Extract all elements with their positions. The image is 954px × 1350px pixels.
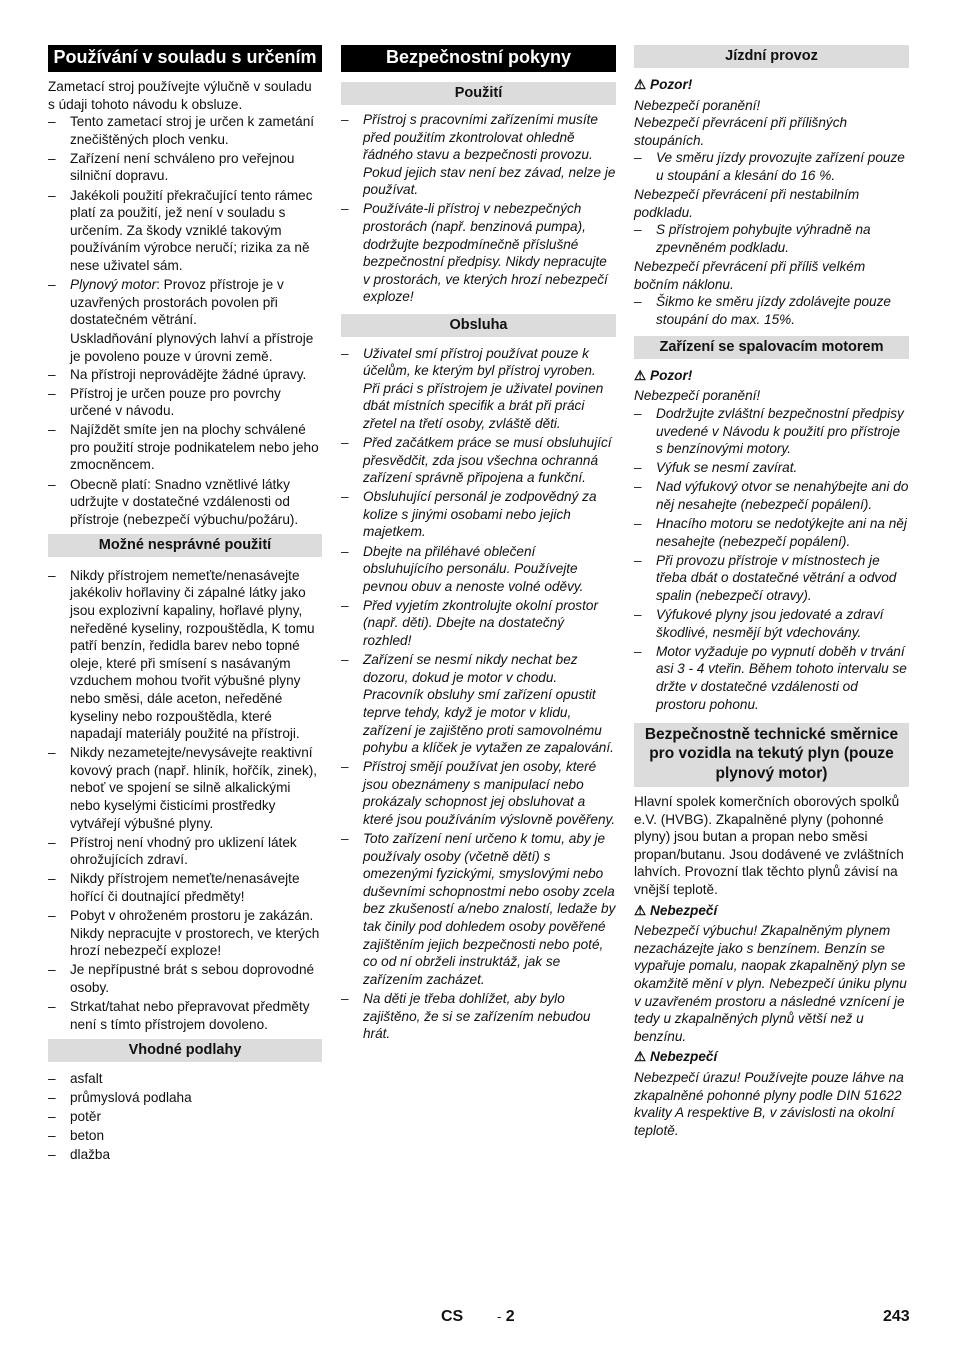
list-item: – Motor vyžaduje po vypnutí doběh v trvání asi 3 - 4 vteřin. Během tohoto intervalu se držte v dostatečné vzdálenosti od prostoru pohonu. — [634, 643, 907, 712]
list-item: – Zařízení není schváleno pro veřejnou silniční dopravu. — [48, 150, 295, 184]
subsection-title-floors: Vhodné podlahy — [48, 1039, 322, 1062]
list-item: – Nikdy přístrojem nemeťte/nenasávejte hořící či doutnající předměty! — [48, 871, 300, 905]
warning-triangle-icon: ⚠ — [634, 902, 647, 918]
subsection-title-misuse: Možné nesprávné použití — [48, 534, 322, 557]
storage-note: Uskladňování plynových lahví a přístroje je povoleno pouze v úrovni země. — [70, 331, 314, 364]
list-item: – Pobyt v ohroženém prostoru je zakázán. Nikdy nepracujte v prostorech, ve kterých hrozí nebezpečí exploze! — [48, 908, 320, 959]
list-item: – Uživatel smí přístroj používat pouze k účelům, ke kterým byl přístroj vyroben. Při práci s přístrojem je uživatel povinen dbát místních specifik a brát při práci zřetel na třetí osoby, zvláště děti. — [341, 345, 604, 431]
list-item: – Výfukové plyny jsou jedovaté a zdraví škodlivé, nesmějí být vdechovány. — [634, 607, 884, 640]
tip-text: Nebezpečí převrácení při příliš velkém bočním náklonu. — [634, 258, 866, 292]
column-2 — [341, 45, 616, 1044]
list-item: – Nad výfukový otvor se nenahýbejte ani do něj nesahejte (nebezpečí popálení). — [634, 479, 909, 512]
list-item: – Plynový motor: Provoz přístroje je v uzavřených prostorách povolen při dostatečném větrání. — [48, 277, 284, 328]
warning-triangle-icon: ⚠ — [634, 1049, 647, 1065]
section-title-intended-use: Používání v souladu s určením — [48, 45, 322, 72]
list-item: – Výfuk se nesmí zavírat. — [634, 460, 798, 476]
tip-list — [634, 149, 909, 184]
list-item: – Přístroj je určen pouze pro povrchy určené v návodu. — [48, 385, 281, 419]
list-item: – Jakékoli použití překračující tento rámec platí za použití, jež není v souladu s určením. Za škody vzniklé takovým používáním výrobce neručí; rizika za ně nese uživatel sám. — [48, 187, 313, 273]
list-item: – Strkat/tahat nebo přepravovat předměty není s tímto přístrojem dovoleno. — [48, 999, 310, 1032]
list-item: – Obecně platí: Snadno vznětlivé látky udržujte v dostatečné vzdálenosti od přístroje (nebezpečí výbuchu/požáru). — [48, 476, 299, 527]
column-3 — [634, 45, 909, 1139]
list-item: – asfalt — [48, 1070, 103, 1086]
list-item: – Hnacího motoru se nedotýkejte ani na něj nesahejte (nebezpečí popálení). — [634, 516, 907, 549]
list-item: – Tento zametací stroj je určen k zametání znečištěných ploch venku. — [48, 114, 315, 147]
intended-use-list-2 — [48, 366, 322, 529]
list-item: – Nikdy přístrojem nemeťte/nenasávejte jakékoliv hořlaviny či zápalné látky jako jsou explozivní kapaliny, hořlavé plyny, neředěné kyseliny, rozpouštědla, K tomu patří benzín, ředidla barev nebo topné oleje, které při smísení s nasávaným vzduchem mohou tvořit výbušné plyny nebo směsi, dále aceton, neředěné kyseliny nebo rozpouštědla, které napadají materiály použité na přístroji. — [48, 567, 315, 742]
list-item: – Přístroj smějí používat jen osoby, které jsou obeznámeny s manipulací nebo prokázaly schopnost jej obsluhovat a které jsou používáním výslovně pověřeny. — [341, 759, 616, 827]
list-item: – Před vyjetím zkontrolujte okolní prostor (např. děti). Dbejte na dostatečný rozhled! — [341, 597, 598, 649]
tip-list — [634, 221, 909, 256]
list-item: – Je nepřípustné brát s sebou doprovodné osoby. — [48, 962, 315, 995]
danger-text: Nebezpečí úrazu! Používejte pouze láhve na zkapalněné pohonné plyny podle DIN 51622 kvality A respektive B, v závislosti na okolní teplotě. — [634, 1070, 904, 1138]
tip-text: Nebezpečí převrácení při přílišných stoupáních. — [634, 115, 848, 148]
list-item: – Ve směru jízdy provozujte zařízení pouze u stoupání a klesání do 16 %. — [634, 150, 905, 183]
list-item: – Při provozu přístroje v místnostech je třeba dbát o dostatečné větrání a odvod spalin (nebezpečí otravy). — [634, 552, 897, 603]
warning-triangle-icon: ⚠ — [634, 77, 647, 92]
footer-page-number: 243 — [883, 1308, 910, 1325]
subsection-title-engine: Zařízení se spalovacím motorem — [634, 336, 909, 359]
subsection-title-driving: Jízdní provoz — [634, 45, 909, 68]
list-item: – S přístrojem pohybujte výhradně na zpevněném podkladu. — [634, 222, 871, 255]
list-item: – beton — [48, 1128, 105, 1144]
list-item: – Najíždět smíte jen na plochy schválené pro použití stroje podnikatelem nebo jeho zmocněncem. — [48, 422, 319, 473]
tip-list — [634, 293, 909, 328]
use-list — [341, 111, 616, 306]
operation-list — [341, 345, 616, 1043]
warning-triangle-icon: ⚠ — [634, 367, 647, 383]
list-item: – Přístroj s pracovními zařízeními musíte před použitím zkontrolovat ohledně řádného stavu a bezpečnosti provozu. Pokud jejich stav není bez závad, nelze je používat. — [341, 112, 616, 198]
list-item: – potěr — [48, 1108, 101, 1124]
section-title-safety: Bezpečnostní pokyny — [341, 45, 616, 72]
list-item: – Nikdy nezametejte/nevysávejte reaktivní kovový prach (např. hliník, hořčík, zinek), neboť ve spojení se silně alkalickými nebo kyselými čisticími prostředky vytvářejí výbušné plyny. — [48, 745, 318, 831]
list-item: – Dodržujte zvláštní bezpečnostní předpisy uvedené v Návodu k použití pro přístroje s benzínovými motory. — [634, 406, 904, 457]
injury-text: Nebezpečí poranění! — [634, 97, 761, 113]
footer-language: CS — [441, 1308, 464, 1325]
danger-label: ⚠ Nebezpečí — [634, 902, 718, 918]
gas-engine-label: Plynový motor — [70, 277, 157, 293]
list-item: – Na přístroji neprovádějte žádné úpravy. — [48, 366, 307, 382]
list-item: – Dbejte na přiléhavé oblečení obsluhujícího personálu. Používejte pevnou obuv a nenoste volné oděvy. — [341, 543, 584, 594]
list-item: – Šikmo ke směru jízdy zdolávejte pouze stoupání do max. 15%. — [634, 294, 891, 327]
subsection-title-operation: Obsluha — [341, 314, 616, 337]
subsection-title-lpg: Bezpečnostně technické směrnice pro vozidla na tekutý plyn (pouze plynový motor) — [634, 723, 909, 788]
footer-page-sub: - 2 — [497, 1308, 515, 1325]
column-1 — [48, 45, 322, 1165]
list-item: – Toto zařízení není určeno k tomu, aby je používaly osoby (včetně dětí) s omezenými fyzickými, smyslovými nebo duševními schopnostmi nebo osoby zcela bez zkušeností a/nebo znalostí, ledaže by tak činily pod dohledem osoby pověřené zajištěním jejich bezpečnosti nebo poté, co od ní obrželi instruktáž, jak se zařízením zacházet. — [341, 831, 616, 987]
caution-label: ⚠ Pozor! — [634, 367, 693, 383]
subsection-title-use: Použití — [341, 82, 616, 105]
misuse-list — [48, 567, 322, 1033]
list-item: – Před začátkem práce se musí obsluhující přesvědčit, zda jsou všechna ochranná zařízení správně připojena a funkční. — [341, 435, 612, 486]
lpg-text: Hlavní spolek komerčních oborových spolků e.V. (HVBG). Zkapalněné plyny (pohonné plyny) jsou butan a propan nebo směsi propan/butanu. Jsou dodávené ve zvláštních lahvích. Provozní tlak těchto plynů závisí na vnější teplotě. — [634, 794, 904, 898]
list-item: – dlažba — [48, 1147, 111, 1163]
caution-label: ⚠ Pozor! — [634, 77, 693, 92]
intro-text: Zametací stroj používejte výlučně v souladu s údaji tohoto návodu k obsluze. — [48, 79, 312, 112]
danger-label: ⚠ Nebezpečí — [634, 1049, 718, 1065]
tip-text: Nebezpečí převrácení při nestabilním podkladu. — [634, 187, 860, 220]
list-item: – Na děti je třeba dohlížet, aby bylo zajištěno, že si se zařízením nebudou hrát. — [341, 990, 591, 1042]
list-item: – Obsluhující personál je zodpovědný za kolize s jinými osobami nebo jejich majetkem. — [341, 489, 597, 540]
intended-use-list — [48, 113, 322, 329]
list-item: – Zařízení se nesmí nikdy nechat bez dozoru, dokud je motor v chodu. Pracovník obsluhy smí zařízení opustit teprve tehdy, když je motor v klidu, zařízení je zajištěno proti samovolnému pohybu a klíček je vytažen ze zapalování. — [341, 652, 614, 756]
danger-text: Nebezpečí výbuchu! Zkapalněným plynem nezacházejte jako s benzínem. Benzín se vypařuje pomalu, naopak zkapalněný plyn se okamžitě mění v plyn. Nebezpečí úniku plynu v uzavřeném prostoru a následné vznícení je tedy u zkapalněných plynů větší než u benzínu. — [634, 923, 907, 1044]
list-item: – průmyslová podlaha — [48, 1089, 192, 1105]
engine-list — [634, 405, 909, 713]
list-item: – Používáte-li přístroj v nebezpečných prostorách (např. benzinová pumpa), dodržujte bezpodmínečně příslušné bezpečnostní předpisy. Nikdy nepracujte v prostorách, ve kterých hrozí nebezpečí exploze! — [341, 201, 608, 305]
floors-list — [48, 1070, 322, 1164]
list-item: – Přístroj není vhodný pro uklizení látek ohrožujících zdraví. — [48, 834, 297, 868]
injury-text: Nebezpečí poranění! — [634, 388, 761, 404]
